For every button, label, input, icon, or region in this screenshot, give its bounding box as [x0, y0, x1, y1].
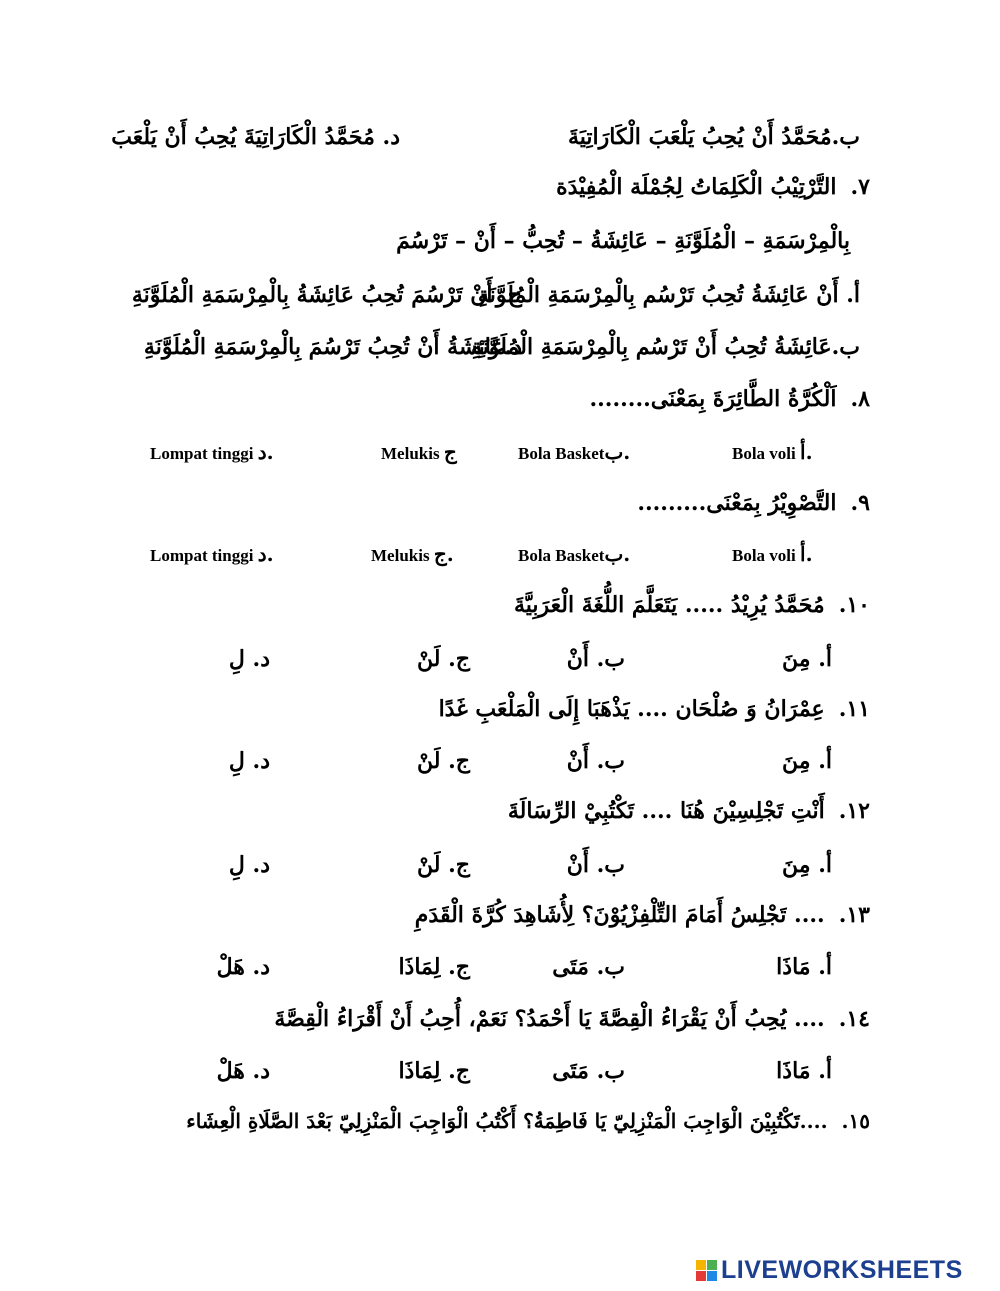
q6-option-b: ب.مُحَمَّدُ أَنْ يُحِبُ يَلْعَبَ الْكَارَاتِيَةَ: [567, 124, 860, 150]
option-text: Lompat tinggi: [150, 444, 254, 463]
question-number: ١٠.: [838, 592, 870, 618]
question-13: [415, 900, 870, 930]
logo-mark-icon: [696, 1260, 717, 1281]
question-15: [186, 1106, 870, 1136]
question-8: [589, 384, 870, 414]
q6-option-d: د. مُحَمَّدُ الْكَارَاتِيَةَ يُحِبُ أَنْ يَلْعَبَ: [111, 124, 400, 150]
q9-option-a: [732, 542, 813, 568]
q13-option-b: ب. مَتَى: [552, 954, 625, 980]
logo-brand-text: LIVEWORKSHEETS: [721, 1256, 963, 1284]
question-number: ١٥.: [841, 1109, 870, 1133]
option-letter: ج.: [433, 542, 454, 566]
logo-tile: [707, 1260, 717, 1270]
q8-option-d: [150, 440, 274, 466]
q12-option-a: أ. مِنَ: [782, 852, 832, 878]
option-text: Bola Basket: [518, 444, 605, 463]
question-text: أَنْتِ تَجْلِسِيْنَ هُنَا .... تَكْتُبِيْ الرِّسَالَةَ: [507, 798, 825, 824]
q8-option-c: [381, 440, 457, 466]
q14-option-b: ب. مَتَى: [552, 1058, 625, 1084]
q7-option-b: ب.عَائِشَةُ تُحِبُ أَنْ تَرْسُم بِالْمِرْسَمَةِ الْمُلَوَّنَةِ: [470, 334, 860, 360]
q11-option-c: ج. لَنْ: [417, 748, 470, 774]
option-letter: ب.: [604, 542, 631, 566]
q9-option-c: [371, 542, 454, 568]
q11-option-d: د. لِ: [228, 748, 270, 774]
question-text: اَلْكُرَّةُ الطَّائِرَةَ بِمَعْنَى........: [589, 386, 837, 412]
q11-option-b: ب. أَنْ: [566, 748, 625, 774]
option-text: Melukis: [371, 546, 430, 565]
question-number: ٨.: [850, 386, 870, 412]
q14-option-d: د. هَلْ: [216, 1058, 270, 1084]
q7-option-d: د.عَائِشَةُ أَنْ تُحِبُ تَرْسُمَ بِالْمِرْسَمَةِ الْمُلَوَّنَةِ: [143, 334, 522, 360]
option-text: Bola Basket: [518, 546, 605, 565]
question-9: [637, 488, 870, 518]
option-letter: ج: [443, 440, 457, 464]
q13-option-d: د. هَلْ: [216, 954, 270, 980]
logo-tile: [707, 1271, 717, 1281]
option-text: Lompat tinggi: [150, 546, 254, 565]
option-letter: أ.: [800, 542, 813, 566]
q8-option-a: [732, 440, 813, 466]
question-11: [439, 694, 870, 724]
question-10: [514, 590, 870, 620]
q7-word-list: بِالْمِرْسَمَةِ – الْمُلَوَّنَةِ – عَائِشَةُ – تُحِبُّ – أَنْ – تَرْسُمَ: [396, 228, 850, 254]
q14-option-c: ج. لِمَاذَا: [398, 1058, 470, 1084]
option-text: Bola voli: [732, 546, 796, 565]
q7-option-a: أ. أَنْ عَائِشَةُ تُحِبُ تَرْسُم بِالْمِرْسَمَةِ الْمُلَوَّنَةِ: [477, 282, 860, 308]
option-letter: د.: [257, 542, 274, 566]
option-letter: ب.: [604, 440, 631, 464]
q12-option-c: ج. لَنْ: [417, 852, 470, 878]
question-number: ١٢.: [838, 798, 870, 824]
question-text: .... يُحِبُ أَنْ يَقْرَاءُ الْقِصَّةَ يَا أَحْمَدُ؟ نَعَمْ، أُحِبُ أَنْ أَقْرَاءُ الْقِصَّةَ: [274, 1006, 825, 1032]
q10-option-c: ج. لَنْ: [417, 646, 470, 672]
q12-option-d: د. لِ: [228, 852, 270, 878]
liveworksheets-logo: [696, 1256, 963, 1284]
option-text: Bola voli: [732, 444, 796, 463]
q10-option-a: أ. مِنَ: [782, 646, 832, 672]
question-7: [556, 172, 870, 202]
question-text: مُحَمَّدُ يُرِيْدُ ..... يَتَعَلَّمَ اللُّغَةَ الْعَرَبِيَّةَ: [513, 592, 825, 618]
q9-option-b: [518, 542, 630, 568]
q10-option-d: د. لِ: [228, 646, 270, 672]
question-14: [274, 1004, 870, 1034]
option-text: Melukis: [381, 444, 440, 463]
option-letter: د.: [257, 440, 274, 464]
q10-option-b: ب. أَنْ: [566, 646, 625, 672]
question-text: ....تَكْتُبِيْنَ الْوَاجِبَ الْمَنْزِلِيّ يَا فَاطِمَةُ؟ أَكْتُبُ الْوَاجِبَ الْمَنْزِلِيّ بَعْدَ الصَّلَاةِ الْعِشَاء: [186, 1109, 828, 1133]
logo-tile: [696, 1260, 706, 1270]
q12-option-b: ب. أَنْ: [566, 852, 625, 878]
logo-tile: [696, 1271, 706, 1281]
q13-option-a: أ. مَاذَا: [776, 954, 832, 980]
q9-option-d: [150, 542, 274, 568]
option-letter: أ.: [800, 440, 813, 464]
question-number: ١٤.: [838, 1006, 870, 1032]
question-text: عِمْرَانُ وَ صُلْحَان .... يَذْهَبَا إِلَى الْمَلْعَبِ غَدًا: [438, 696, 825, 722]
question-12: [508, 796, 870, 826]
q7-option-c: ج. أَنْ تَرْسُمَ تُحِبُ عَائِشَةُ بِالْمِرْسَمَةِ الْمُلَوَّنَةِ: [131, 282, 522, 308]
question-text: .... تَجْلِسُ أَمَامَ التِّلْفِزْيُوْنَ؟ لِأُشَاهِدَ كُرَّةَ الْقَدَمِ: [414, 902, 825, 928]
q13-option-c: ج. لِمَاذَا: [398, 954, 470, 980]
question-text: التَّرْتِيْبُ الْكَلِمَاتُ لِجُمْلَة الْمُفِيْدَة: [556, 174, 837, 200]
question-text: التَّصْوِيْرُ بِمَعْنَى.........: [637, 490, 837, 516]
question-number: ١١.: [838, 696, 870, 722]
question-number: ٩.: [850, 490, 870, 516]
q14-option-a: أ. مَاذَا: [776, 1058, 832, 1084]
q8-option-b: [518, 440, 630, 466]
q11-option-a: أ. مِنَ: [782, 748, 832, 774]
question-number: ٧.: [850, 174, 870, 200]
question-number: ١٣.: [838, 902, 870, 928]
